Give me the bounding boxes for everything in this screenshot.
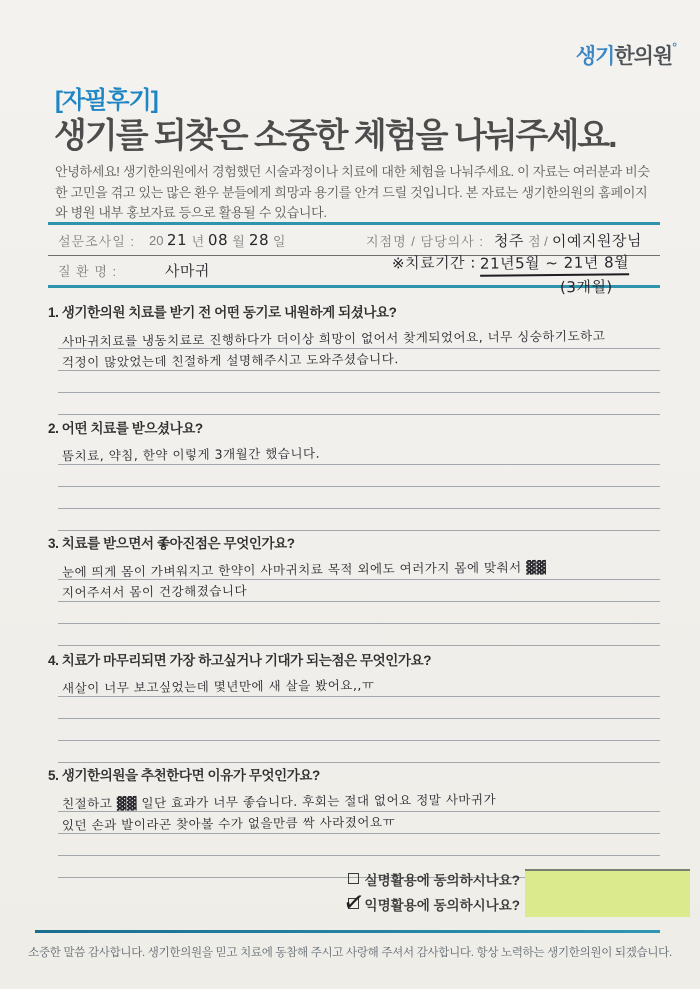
question-block-1 (48, 301, 660, 415)
answer-line (58, 327, 660, 349)
intro-text: 안녕하세요! 생기한의원에서 경험했던 시술과정이나 치료에 대한 체험을 나눠주세요. 이 자료는 여러분과 비슷한 고민을 겪고 있는 많은 환우 분들에게 희망과 용기를 안겨 드릴 것입니다. 본 자료는 생기한의원의 홈페이지와 병원 내부 홍보자료 등으로 활용될 수 있습니다. (55, 164, 650, 221)
branch-handwritten: 청주 (493, 231, 525, 250)
answer-line (58, 509, 660, 531)
handwritten-answer: 뜸치료, 약침, 한약 이렇게 3개월간 했습니다. (61, 445, 321, 464)
footer-divider (35, 930, 660, 933)
answer-line (58, 393, 660, 415)
handwritten-answer: 새살이 너무 보고싶었는데 몇년만에 새 살을 봤어요,,ㅠ (61, 677, 375, 696)
handwritten-answer: 사마귀치료를 냉동치료로 진행하다가 더이상 희망이 없어서 찾게되었어요, 너무 싱숭하기도하고 (61, 328, 606, 349)
date-month-handwritten: 08 (208, 230, 229, 250)
handwritten-answer: 친절하고 ▓▓ 일단 효과가 너무 좋습니다. 후회는 절대 없어요 정말 사마귀가 (61, 791, 497, 812)
page-title: 생기를 되찾은 소중한 체험을 나눠주세요. (54, 117, 616, 155)
footer-text: 소중한 말씀 감사합니다. 생기한의원을 믿고 치료에 동참해 주시고 사랑해 주셔서 감사합니다. 항상 노력하는 생기한의원이 되겠습니다. (28, 947, 672, 959)
question-label: 5. 생기한의원을 추천한다면 이유가 무엇인가요? (48, 768, 320, 783)
branch-doctor-label: 지점명 / 담당의사 : (366, 233, 484, 249)
treatment-period (391, 252, 682, 297)
handwritten-answer: 눈에 띄게 몸이 가벼워지고 한약이 사마귀치료 목적 외에도 여러가지 몸에 맞춰서 ▓▓ (61, 559, 547, 580)
period-label-handwritten: ※치료기간 : (391, 253, 476, 273)
consent-section (250, 866, 520, 919)
anonymous-consent-label: 익명활용에 동의하시나요? (364, 897, 520, 913)
date-day-handwritten: 28 (248, 230, 269, 250)
answer-line (58, 812, 660, 834)
question-label: 1. 생기한의원 치료를 받기 전 어떤 동기로 내원하게 되셨나요? (48, 305, 397, 320)
survey-date-cell (48, 231, 366, 250)
clinic-logo-dark-text: 한의원 (614, 45, 673, 68)
answer-line (58, 790, 660, 812)
answer-line (58, 371, 660, 393)
survey-date-label: 설문조사일 : (58, 233, 136, 249)
month-suffix: 월 (232, 233, 245, 249)
disease-label: 질 환 명 : (58, 264, 118, 279)
branch-doctor-cell (366, 230, 660, 251)
real-name-checkbox (348, 873, 359, 884)
anonymous-checkbox (340, 885, 367, 919)
answer-line (58, 443, 660, 465)
answer-line (58, 349, 660, 371)
survey-date-row (48, 225, 660, 255)
handwritten-answer: 지어주셔서 몸이 건강해졌습니다 (61, 583, 248, 600)
real-name-consent-row (250, 866, 520, 891)
clinic-logo-blue-text: 생기 (575, 45, 615, 68)
answer-line (58, 465, 660, 487)
answer-line (58, 558, 660, 580)
question-block-3 (48, 532, 660, 646)
question-block-2 (48, 417, 660, 531)
answer-line (58, 834, 660, 856)
answer-line (58, 741, 660, 763)
question-label: 4. 치료가 마무리되면 가장 하고싶거나 기대가 되는점은 무엇인가요? (48, 653, 432, 668)
branch-suffix: 점 / (527, 233, 548, 249)
question-block-4 (48, 649, 660, 763)
disease-cell (48, 260, 366, 281)
year-suffix: 년 (191, 233, 205, 249)
question-label: 3. 치료를 받으면서 좋아진점은 무엇인가요? (48, 536, 295, 551)
answer-line (58, 487, 660, 509)
answer-line (58, 719, 660, 741)
disease-handwritten: 사마귀 (165, 261, 211, 281)
real-name-consent-label: 실명활용에 동의하시나요? (364, 872, 520, 888)
date-year-handwritten: 21 (167, 230, 188, 250)
handwritten-answer: 있던 손과 발이라곤 찾아볼 수가 없을만큼 싹 사라졌어요ㅠ (61, 814, 396, 833)
period-note-handwritten: (3개월) (559, 277, 613, 297)
handwritten-review-tag: [자필후기] (55, 87, 158, 114)
logo-dot-icon: ° (672, 40, 676, 54)
question-label: 2. 어떤 치료를 받으셨나요? (48, 421, 203, 436)
date-prefix: 20 (149, 232, 164, 248)
question-block-5 (48, 764, 660, 878)
period-value-handwritten: 21년5월 ~ 21년 8월 (480, 251, 629, 277)
day-suffix: 일 (272, 233, 286, 249)
anonymous-consent-row (250, 885, 520, 919)
answer-line (58, 580, 660, 602)
doctor-handwritten: 이예지원장님 (551, 231, 642, 250)
handwritten-answer: 걱정이 많았었는데 친절하게 설명해주시고 도와주셨습니다. (61, 351, 399, 370)
checkmark-icon: ✓ (340, 885, 367, 919)
answer-line (58, 624, 660, 646)
highlight-cover-note (525, 869, 690, 917)
answer-line (58, 697, 660, 719)
answer-line (58, 675, 660, 697)
clinic-logo (576, 40, 676, 70)
answer-line (58, 602, 660, 624)
